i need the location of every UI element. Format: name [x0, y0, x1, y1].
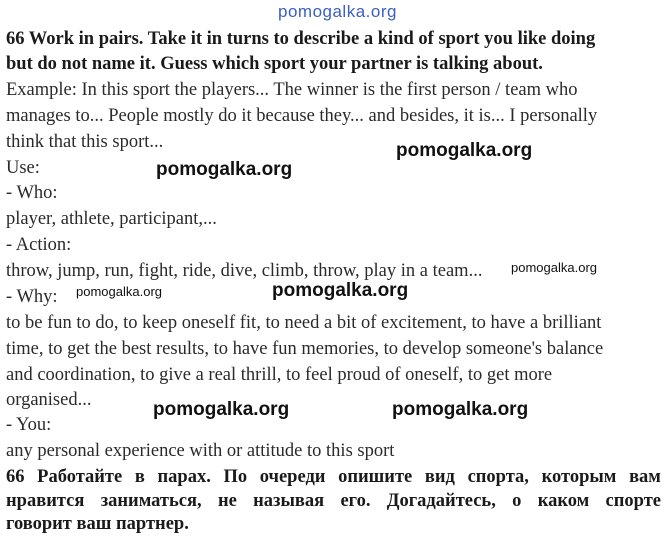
why-line-2: time, to get the best results, to have fun memories, to develop someone's balance: [6, 339, 604, 359]
translation-word: нравится: [6, 491, 85, 511]
translation-word: парах.: [157, 467, 211, 487]
who-label: - Who:: [6, 183, 58, 203]
translation-word: которым: [541, 467, 617, 487]
translation-word: По: [223, 467, 248, 487]
watermark-text: pomogalka.org: [392, 399, 529, 420]
why-label: - Why:: [6, 287, 58, 307]
who-items: player, athlete, participant,...: [6, 209, 217, 229]
translation-word: Догадайтесь,: [386, 491, 496, 511]
example-line-3: think that this sport...: [6, 132, 164, 152]
translation-word: спорта,: [467, 467, 529, 487]
translation-word: в: [134, 467, 145, 487]
why-line-3: and coordination, to give a real thrill, to feel proud of oneself, to get more: [6, 365, 553, 385]
watermark-text: pomogalka.org: [156, 159, 293, 180]
translation-word: вид: [424, 467, 455, 487]
use-label: Use:: [6, 158, 40, 178]
watermark-text: pomogalka.org: [76, 284, 162, 299]
watermark-text: pomogalka.org: [272, 280, 409, 301]
you-label: - You:: [6, 415, 52, 435]
translation-word: спорте: [605, 491, 661, 511]
translation-word: вам: [629, 467, 661, 487]
translation-word: Работайте: [37, 467, 123, 487]
translation-word: не: [217, 491, 237, 511]
translation-word: называя: [253, 491, 325, 511]
translation-word: заниматься,: [100, 491, 202, 511]
site-watermark-top: pomogalka.org: [278, 2, 397, 21]
watermark-text: pomogalka.org: [153, 399, 290, 420]
action-items: throw, jump, run, fight, ride, dive, climb, throw, play in a team...: [6, 261, 483, 281]
watermark-text: pomogalka.org: [396, 140, 533, 161]
translation-word: очереди: [259, 467, 326, 487]
exercise-heading-line-1: 66 Work in pairs. Take it in turns to describe a kind of sport you like doing: [6, 29, 596, 49]
translation-word: его.: [340, 491, 371, 511]
example-line-2: manages to... People mostly do it because they... and besides, it is... I personally: [6, 106, 598, 126]
translation-line-2: [6, 490, 661, 512]
translation-word: опишите: [338, 467, 413, 487]
action-label: - Action:: [6, 235, 72, 255]
translation-line-3: говорит ваш партнер.: [6, 514, 189, 534]
translation-line-1: [6, 466, 661, 488]
you-items: any personal experience with or attitude to this sport: [6, 441, 395, 461]
translation-word: каком: [537, 491, 590, 511]
watermark-text: pomogalka.org: [511, 260, 597, 275]
why-line-1: to be fun to do, to keep oneself fit, to need a bit of excitement, to have a brilliant: [6, 313, 602, 333]
translation-word: о: [512, 491, 522, 511]
translation-word: 66: [6, 467, 25, 487]
why-line-4: organised...: [6, 390, 92, 410]
example-line-1: Example: In this sport the players... The winner is the first person / team who: [6, 80, 578, 100]
exercise-heading-line-2: but do not name it. Guess which sport your partner is talking about.: [6, 54, 543, 74]
